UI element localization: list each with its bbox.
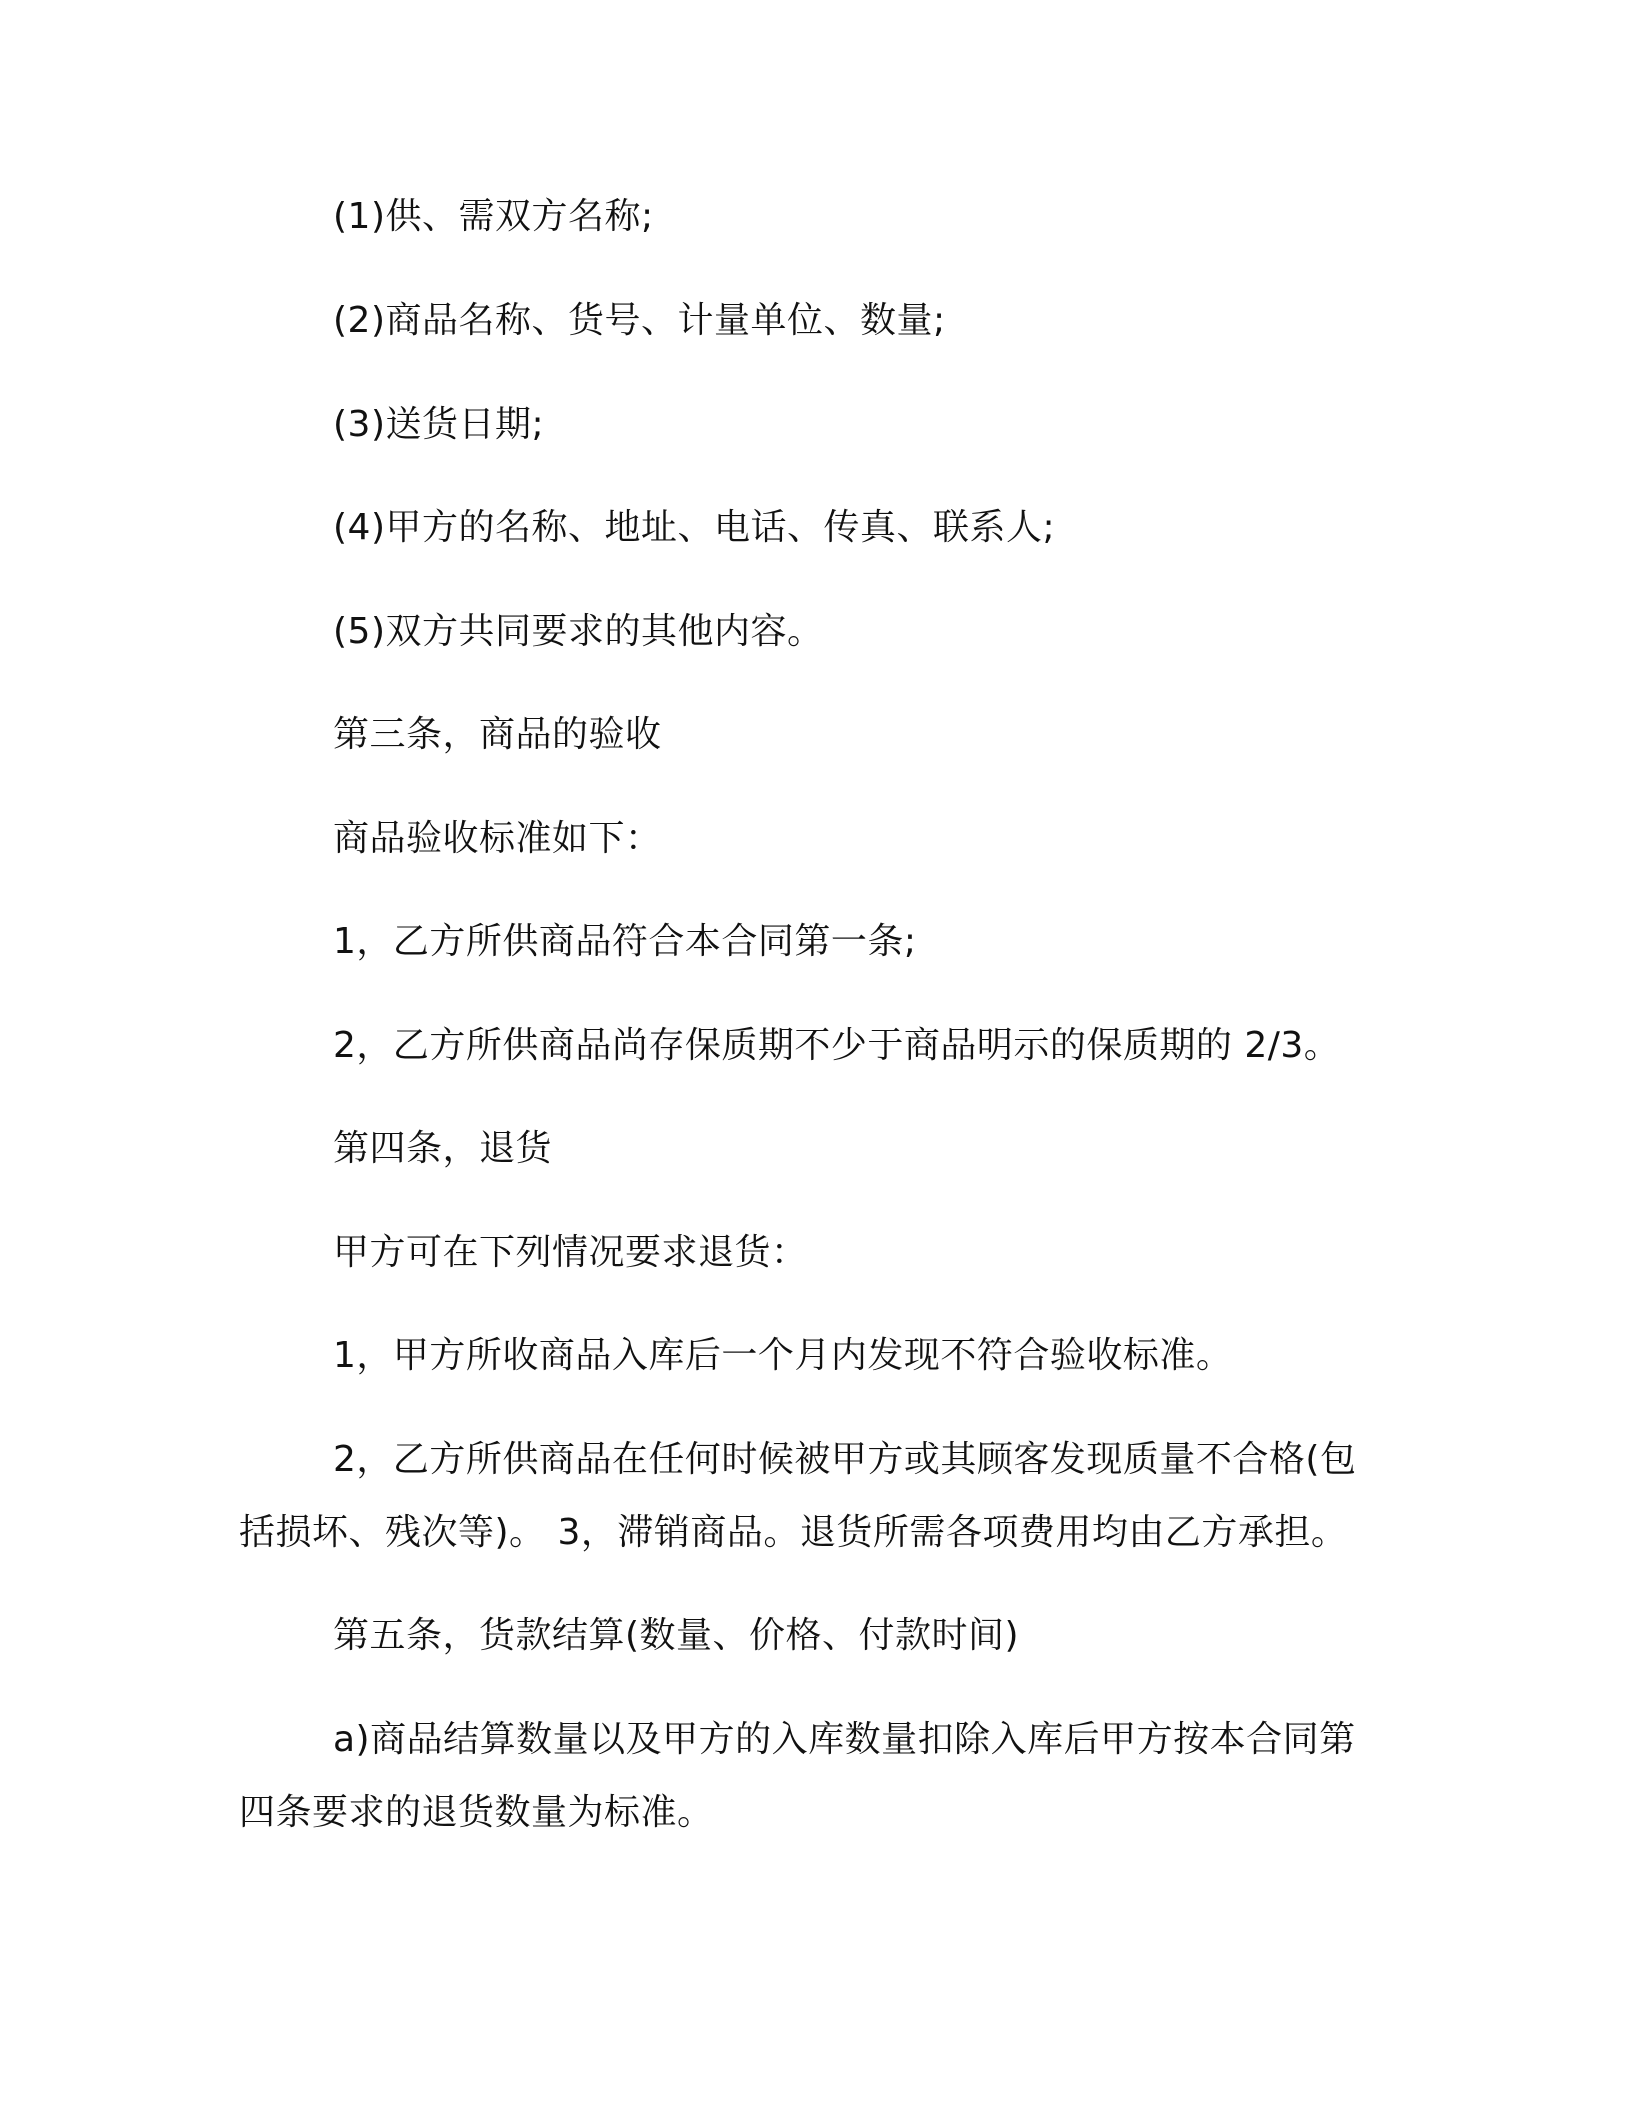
paragraph-intro: 商品验收标准如下： [333,818,662,859]
settlement-item-a-cont: 四条要求的退货数量为标准。 [239,1792,714,1833]
return-item-2: 2，乙方所供商品在任何时候被甲方或其顾客发现质量不合格(包 [333,1439,1357,1480]
clause-item-1: 1，乙方所供商品符合本合同第一条; [333,921,917,962]
section-heading-5: 第五条，货款结算(数量、价格、付款时间) [333,1615,1020,1656]
settlement-item-a: a)商品结算数量以及甲方的入库数量扣除入库后甲方按本合同第 [333,1719,1356,1760]
return-item-2-cont: 括损坏、残次等)。 3，滞销商品。退货所需各项费用均由乙方承担。 [239,1512,1348,1553]
list-item-4: (4)甲方的名称、地址、电话、传真、联系人; [333,507,1056,548]
clause-item-2: 2，乙方所供商品尚存保质期不少于商品明示的保质期的 2/3。 [333,1025,1341,1066]
section-heading-3: 第三条，商品的验收 [333,714,662,755]
list-item-3: (3)送货日期; [333,404,545,445]
list-item-1: (1)供、需双方名称; [333,196,654,237]
paragraph-intro-return: 甲方可在下列情况要求退货： [333,1232,808,1273]
return-item-1: 1，甲方所收商品入库后一个月内发现不符合验收标准。 [333,1335,1233,1376]
list-item-5: (5)双方共同要求的其他内容。 [333,611,824,652]
list-item-2: (2)商品名称、货号、计量单位、数量; [333,300,946,341]
section-heading-4: 第四条，退货 [333,1128,553,1169]
